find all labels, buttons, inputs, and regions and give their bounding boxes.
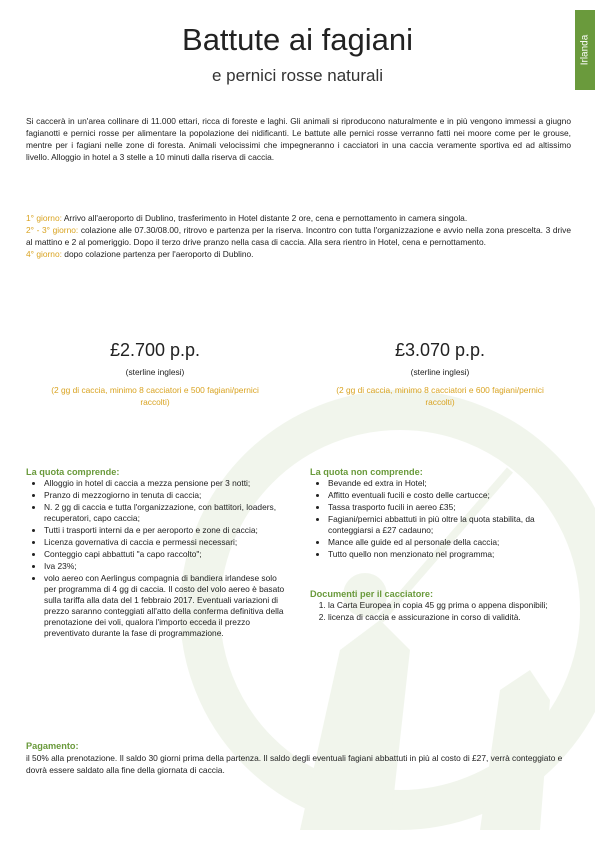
excluded-section [310,466,570,624]
list-item: • Tutto quello non menzionato nel programma; [328,549,570,560]
list-item: • Mance alle guide ed al personale della caccia; [328,537,570,548]
country-tab-label: Irlanda [579,34,591,66]
list-item: 1. la Carta Europea in copia 45 gg prima o appena disponibili; [328,600,570,611]
documents-section [310,588,570,623]
list-item: • Iva 23%; [44,561,288,572]
itinerary-day-2-3 [26,224,571,248]
list-item: • Affitto eventuali fucili e costo delle cartucce; [328,490,570,501]
list-item: • Pranzo di mezzogiorno in tenuta di caccia; [44,490,288,501]
price-currency: (sterline inglesi) [410,367,470,377]
price-option-1 [40,340,270,408]
day-label: 4° giorno: [26,249,62,259]
price-note: (2 gg di caccia, minimo 8 cacciatori e 600 fagiani/pernici raccolti) [336,385,544,407]
list-item: • Tutti i trasporti interni da e per aeroporto e zone di caccia; [44,525,288,536]
itinerary [26,212,571,260]
included-section [26,466,288,640]
list-item: • Licenza governativa di caccia e permessi necessari; [44,537,288,548]
payment-text: il 50% alla prenotazione. Il saldo 30 giorni prima della partenza. Il saldo degli eventuali fagiani abbattuti in più al costo di £27, verrà conteggiato e dovrà essere saldato alla fine della giornata di caccia. [26,753,563,775]
itinerary-day-1 [26,212,571,224]
list-item: • Fagiani/pernici abbattuti in più oltre la quota stabilita, da conteggiarsi a £27 cadauno; [328,514,570,536]
price-amount: £3.070 p.p. [394,340,486,360]
price-option-2 [325,340,555,408]
price-currency: (sterline inglesi) [125,367,185,377]
price-note: (2 gg di caccia, minimo 8 cacciatori e 500 fagiani/pernici raccolti) [51,385,259,407]
list-item: • Alloggio in hotel di caccia a mezza pensione per 3 notti; [44,478,288,489]
intro-paragraph: Si caccerà in un'area collinare di 11.000 ettari, ricca di foreste e laghi. Gli animali si riproducono naturalmente e in più vengono immessi a giugno fagianotti e pernici rosse per alimentare la popolazione dei nidificanti. Le battute alle pernici rosse verranno fatti nei moore come per le grouse, mentre per i fagiani nelle zone di foresta. Animali velocissimi che impegneranno i cacciatori in una caccia veramente sportiva ed ad altissimo livello. Alloggio in hotel a 3 stelle a 10 minuti dalla riserva di caccia. [26,116,571,162]
list-item: • volo aereo con Aerlingus compagnia di bandiera irlandese solo per programma di 4 gg di caccia. Il costo del volo aereo è basato sulla tariffa alla data del 1 febbraio 2017. Eventuali variazioni di prezzo saranno conteggiati all'atto della conferma definitiva della prenotazione dei voli, qualora l'importo ecceda il prezzo preventivato durante la fase di programmazione. [44,573,288,639]
included-heading: La quota comprende: [26,467,120,477]
day-text: dopo colazione partenza per l'aeroporto di Dublino. [61,249,254,259]
day-text: Arrivo all'aeroporto di Dublino, trasferimento in Hotel distante 2 ore, cena e pernottamento in camera singola. [61,213,468,223]
list-item: • Conteggio capi abbattuti "a capo raccolto"; [44,549,288,560]
list-item: 2. licenza di caccia e assicurazione in corso di validità. [328,612,570,623]
list-item: • N. 2 gg di caccia e tutta l'organizzazione, con battitori, loaders, recuperatori, capo caccia; [44,502,288,524]
page-subtitle: e pernici rosse naturali [211,66,384,85]
payment-heading: Pagamento: [26,741,79,751]
excluded-list [310,478,570,560]
documents-heading: Documenti per il cacciatore: [310,589,434,599]
included-list [26,478,288,639]
list-item: • Bevande ed extra in Hotel; [328,478,570,489]
list-item: • Tassa trasporto fucili in aereo £35; [328,502,570,513]
page-title: Battute ai fagiani [182,22,413,57]
day-text: colazione alle 07.30/08.00, ritrovo e partenza per la riserva. Incontro con tutta l'organizzazione e avvio nella zona prescelta. 3 drive al mattino e 2 al pomeriggio. Dopo il terzo drive pranzo nella casa di caccia. Alla sera rientro in Hotel, cena e pernottamento. [26,225,571,247]
excluded-heading: La quota non comprende: [310,467,423,477]
itinerary-day-4 [26,248,571,260]
day-label: 2° - 3° giorno: [26,225,79,235]
payment-section [26,740,571,776]
price-amount: £2.700 p.p. [109,340,201,360]
day-label: 1° giorno: [26,213,62,223]
documents-list [310,600,570,623]
